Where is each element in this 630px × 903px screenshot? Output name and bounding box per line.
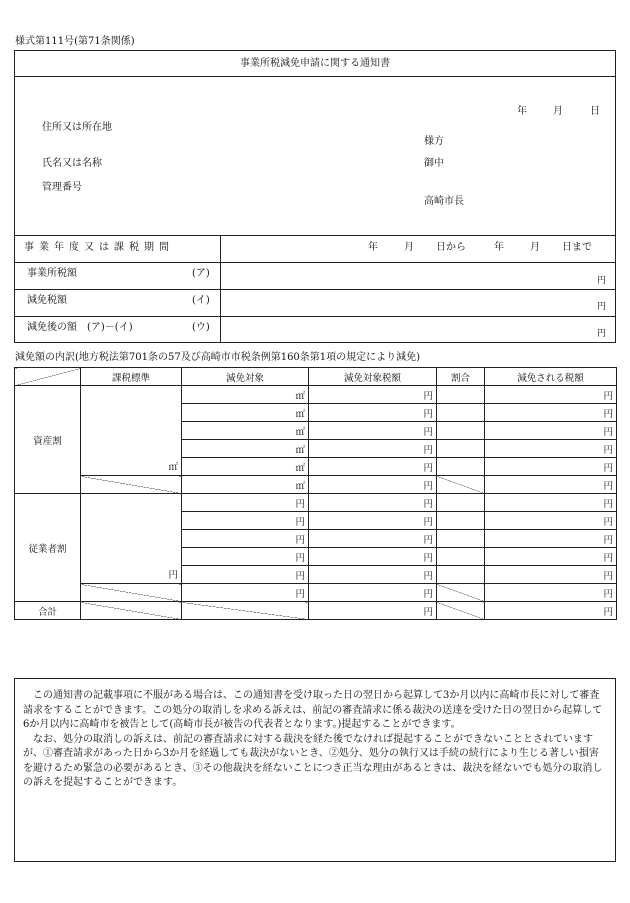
unit-yen: 円 <box>603 463 613 474</box>
form-id: 様式第111号(第71条関係) <box>15 36 135 47</box>
total-row <box>15 602 617 620</box>
unit-yen: 円 <box>423 571 433 582</box>
period-to-year: 年 <box>494 242 504 253</box>
unit-yen: 円 <box>423 499 433 510</box>
total-label: 合計 <box>15 602 81 620</box>
amount-code-i: (イ) <box>192 295 210 306</box>
unit-m2: ㎡ <box>295 445 305 456</box>
amount-unit-i: 円 <box>597 302 607 312</box>
header-reduced-tax: 減免される税額 <box>485 368 617 386</box>
onchu-label: 御中 <box>424 158 444 169</box>
unit-m2: ㎡ <box>295 481 305 492</box>
amount-code-a: (ア) <box>192 268 210 279</box>
date-year: 年 <box>517 106 527 117</box>
name-label: 氏名又は名称 <box>42 158 102 169</box>
header-tax-base: 課税標準 <box>81 368 182 386</box>
unit-yen: 円 <box>603 481 613 492</box>
period-label: 事業年度又は課税期間 <box>24 242 174 253</box>
unit-yen: 円 <box>603 589 613 600</box>
unit-yen: 円 <box>423 607 433 618</box>
period-to-month: 月 <box>530 242 540 253</box>
unit-yen: 円 <box>423 463 433 474</box>
amount-label-reduction: 減免税額 <box>27 295 67 306</box>
period-to-day: 日まで <box>562 242 592 253</box>
unit-m2: ㎡ <box>295 409 305 420</box>
unit-yen: 円 <box>295 517 305 528</box>
unit-yen: 円 <box>603 445 613 456</box>
date-month: 月 <box>553 106 563 117</box>
header-corner-cell <box>15 368 81 386</box>
unit-yen: 円 <box>295 589 305 600</box>
asset-base-cell <box>81 386 182 476</box>
unit-yen: 円 <box>603 553 613 564</box>
header-ratio: 割合 <box>437 368 485 386</box>
period-from-day: 日から <box>436 242 466 253</box>
unit-yen: 円 <box>423 409 433 420</box>
unit-yen: 円 <box>603 499 613 510</box>
address-label: 住所又は所在地 <box>42 122 112 133</box>
unit-yen: 円 <box>603 391 613 402</box>
date-day: 日 <box>590 106 600 117</box>
unit-yen: 円 <box>423 481 433 492</box>
unit-m2: ㎡ <box>295 427 305 438</box>
amount-label-tax: 事業所税額 <box>27 268 77 279</box>
unit-yen: 円 <box>295 553 305 564</box>
unit-m2: ㎡ <box>295 463 305 474</box>
unit-yen: 円 <box>295 571 305 582</box>
unit-yen: 円 <box>603 607 613 618</box>
table-row <box>15 584 617 602</box>
unit-yen: 円 <box>603 517 613 528</box>
table-row <box>15 494 617 512</box>
table-header-row <box>15 368 617 386</box>
unit-yen: 円 <box>603 409 613 420</box>
unit-yen: 円 <box>295 535 305 546</box>
unit-yen: 円 <box>423 553 433 564</box>
notice-paragraph-2: なお、処分の取消しの訴えは、前記の審査請求に対する裁決を経た後でなければ提起することができないこととされていますが、①審査請求があった日から3か月を経過しても裁決がないとき、②処分、処分の執行又は手続の続行により生じる著しい損害を避けるため緊急の必要があるとき、③その他裁決を経ないことにつき正当な理由があるときは、裁決を経ないでも処分の取消しの訴えを提起することができます。 <box>23 733 603 788</box>
management-number-label: 管理番号 <box>42 182 82 193</box>
unit-m2: ㎡ <box>168 462 178 473</box>
employee-base-cell <box>81 494 182 584</box>
period-from-month: 月 <box>404 242 414 253</box>
unit-yen: 円 <box>295 499 305 510</box>
table-row <box>15 476 617 494</box>
unit-yen: 円 <box>423 535 433 546</box>
unit-yen: 円 <box>423 445 433 456</box>
unit-yen: 円 <box>423 427 433 438</box>
sama-label: 様方 <box>424 136 444 147</box>
amount-unit-a: 円 <box>597 276 607 286</box>
amount-code-u: (ウ) <box>192 322 210 333</box>
issuer-label: 高崎市長 <box>424 196 464 207</box>
unit-yen: 円 <box>603 427 613 438</box>
unit-yen: 円 <box>603 571 613 582</box>
amount-unit-u: 円 <box>597 329 607 339</box>
table-row <box>15 386 617 404</box>
unit-yen: 円 <box>168 570 178 581</box>
header-reduction-target: 減免対象 <box>182 368 309 386</box>
unit-yen: 円 <box>423 391 433 402</box>
employee-label: 従業者割 <box>15 494 81 602</box>
header-target-tax: 減免対象税額 <box>309 368 437 386</box>
unit-yen: 円 <box>603 535 613 546</box>
unit-yen: 円 <box>423 589 433 600</box>
page-title: 事業所税減免申請に関する通知書 <box>240 58 390 69</box>
notice-form-box <box>14 50 616 343</box>
notice-paragraph-1: この通知書の記載事項に不服がある場合は、この通知書を受け取った日の翌日から起算して3か月以内に高崎市長に対して審査請求をすることができます。この処分の取消しを求める訴えは、前記の審査請求に係る裁決の送達を受けた日の翌日から起算して6か月以内に高崎市を被告として(高崎市長が被告の代表者となります。)提起することができます。 <box>23 690 603 730</box>
period-from-year: 年 <box>368 242 378 253</box>
unit-yen: 円 <box>423 517 433 528</box>
unit-m2: ㎡ <box>295 391 305 402</box>
amount-label-after: 減免後の額 (ア)－(イ) <box>27 322 133 333</box>
asset-label: 資産割 <box>15 386 81 494</box>
breakdown-table <box>14 367 617 620</box>
appeal-notice-box <box>14 678 616 862</box>
breakdown-caption: 減免額の内訳(地方税法第701条の57及び高崎市市税条例第160条第1項の規定により減免) <box>15 352 421 363</box>
